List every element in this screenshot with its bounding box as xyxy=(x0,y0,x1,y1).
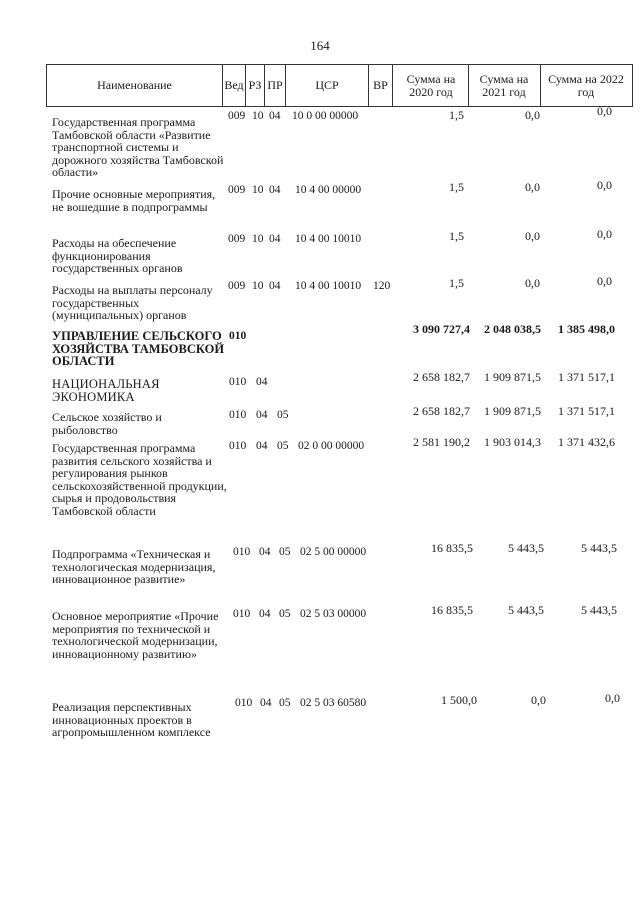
row-sum-2022: 0,0 xyxy=(597,104,612,118)
row-sum-2020: 1,5 xyxy=(449,229,464,243)
row-csr: 10 0 00 00000 xyxy=(292,110,359,122)
header-divider xyxy=(392,64,393,107)
row-ved: 009 xyxy=(228,110,246,122)
row-rz: 04 xyxy=(259,608,271,620)
row-sum-2021: 0,0 xyxy=(531,693,546,707)
row-sum-2020: 1 500,0 xyxy=(441,693,477,707)
row-rz: 04 xyxy=(256,409,268,421)
row-ved: 009 xyxy=(228,280,246,292)
header-rz: РЗ xyxy=(248,78,262,92)
row-sum-2021: 2 048 038,5 xyxy=(484,322,541,336)
row-pr: 04 xyxy=(269,184,281,196)
row-pr: 05 xyxy=(279,697,291,709)
row-sum-2021: 0,0 xyxy=(525,180,540,194)
header-name: Наименование xyxy=(97,78,172,92)
row-sum-2021: 1 909 871,5 xyxy=(484,370,541,384)
header-divider xyxy=(632,64,633,107)
row-ved: 010 xyxy=(233,608,251,620)
row-sum-2020: 2 658 182,7 xyxy=(413,404,470,418)
row-name: Расходы на обеспечение функционирования государственных органов xyxy=(52,236,183,276)
row-name: Сельское хозяйство и рыболовство xyxy=(52,410,162,437)
row-sum-2022: 0,0 xyxy=(597,227,612,241)
row-ved: 010 xyxy=(229,376,247,388)
row-sum-2022: 1 371 517,1 xyxy=(558,404,615,418)
row-csr: 10 4 00 10010 xyxy=(295,280,362,292)
header-pr: ПР xyxy=(267,78,283,92)
row-pr: 05 xyxy=(277,440,289,452)
row-sum-2022: 5 443,5 xyxy=(581,541,617,555)
row-sum-2022: 1 385 498,0 xyxy=(558,322,615,336)
row-sum-2020: 2 581 190,2 xyxy=(413,435,470,449)
header-ved: Вед xyxy=(224,78,244,92)
row-name: Прочие основные мероприятия, не вошедшие в подпрограммы xyxy=(52,187,216,214)
row-pr: 04 xyxy=(269,280,281,292)
row-name: УПРАВЛЕНИЕ СЕЛЬСКОГО ХОЗЯЙСТВА ТАМБОВСКОЙ ОБЛАСТИ xyxy=(52,329,225,369)
header-bottom-border xyxy=(46,106,632,107)
row-ved: 010 xyxy=(233,546,251,558)
row-sum-2022: 0,0 xyxy=(605,691,620,705)
row-sum-2021: 1 903 014,3 xyxy=(484,435,541,449)
header-sum-2022: Сумма на 2022 год xyxy=(548,71,624,99)
header-divider xyxy=(540,64,541,107)
row-ved: 010 xyxy=(229,409,247,421)
row-rz: 04 xyxy=(259,546,271,558)
row-vr: 120 xyxy=(373,280,391,292)
row-rz: 04 xyxy=(260,697,272,709)
row-sum-2022: 5 443,5 xyxy=(581,603,617,617)
row-sum-2020: 16 835,5 xyxy=(431,541,473,555)
row-name: Подпрограмма «Техническая и технологическая модернизация, инновационное развитие» xyxy=(52,547,216,587)
row-sum-2022: 0,0 xyxy=(597,274,612,288)
row-pr: 04 xyxy=(269,233,281,245)
row-sum-2020: 2 658 182,7 xyxy=(413,370,470,384)
row-rz: 10 xyxy=(252,280,264,292)
row-name: Расходы на выплаты персоналу государственных (муниципальных) органов xyxy=(52,283,213,323)
row-rz: 10 xyxy=(252,184,264,196)
row-sum-2021: 5 443,5 xyxy=(508,603,544,617)
header-divider xyxy=(468,64,469,107)
row-sum-2021: 1 909 871,5 xyxy=(484,404,541,418)
header-sum-2021: Сумма на 2021 год xyxy=(479,71,529,99)
row-sum-2020: 16 835,5 xyxy=(431,603,473,617)
row-csr: 02 5 03 00000 xyxy=(300,608,367,620)
page-number: 164 xyxy=(310,38,330,53)
row-sum-2022: 1 371 517,1 xyxy=(558,370,615,384)
row-rz: 10 xyxy=(252,233,264,245)
row-pr: 04 xyxy=(269,110,281,122)
row-csr: 02 5 00 00000 xyxy=(300,546,367,558)
row-ved: 010 xyxy=(229,330,247,342)
row-name: Государственная программа развития сельского хозяйства и регулирования рынков сельскохозяйственной продукции, сырья и продовольствия Тамбовской области xyxy=(52,441,227,518)
row-rz: 04 xyxy=(256,440,268,452)
row-csr: 02 0 00 00000 xyxy=(298,440,365,452)
row-sum-2020: 1,5 xyxy=(449,108,464,122)
row-sum-2021: 0,0 xyxy=(525,229,540,243)
row-sum-2021: 5 443,5 xyxy=(508,541,544,555)
row-ved: 009 xyxy=(228,184,246,196)
row-ved: 009 xyxy=(228,233,246,245)
row-sum-2022: 0,0 xyxy=(597,178,612,192)
row-ved: 010 xyxy=(229,440,247,452)
row-rz: 04 xyxy=(256,376,268,388)
row-csr: 02 5 03 60580 xyxy=(300,697,367,709)
row-pr: 05 xyxy=(279,546,291,558)
row-rz: 10 xyxy=(252,110,264,122)
row-ved: 010 xyxy=(235,697,253,709)
header-vr: ВР xyxy=(373,78,388,92)
row-name: Государственная программа Тамбовской области «Развитие транспортной системы и дорожного хозяйства Тамбовской области» xyxy=(52,115,224,180)
row-pr: 05 xyxy=(277,409,289,421)
header-csr: ЦСР xyxy=(315,78,339,92)
row-sum-2020: 3 090 727,4 xyxy=(413,322,470,336)
row-sum-2022: 1 371 432,6 xyxy=(558,435,615,449)
header-sum-2020: Сумма на 2020 год xyxy=(406,71,456,99)
row-csr: 10 4 00 10010 xyxy=(295,233,362,245)
row-sum-2021: 0,0 xyxy=(525,108,540,122)
row-sum-2020: 1,5 xyxy=(449,180,464,194)
row-name: Основное мероприятие «Прочие мероприятия по технической и технологической модернизации, инновационному развитию» xyxy=(52,609,219,661)
row-name: Реализация перспективных инновационных проектов в агропромышленном комплексе xyxy=(52,700,211,740)
row-sum-2021: 0,0 xyxy=(525,276,540,290)
row-sum-2020: 1,5 xyxy=(449,276,464,290)
row-pr: 05 xyxy=(279,608,291,620)
row-csr: 10 4 00 00000 xyxy=(295,184,362,196)
row-name: НАЦИОНАЛЬНАЯ ЭКОНОМИКА xyxy=(52,377,160,404)
